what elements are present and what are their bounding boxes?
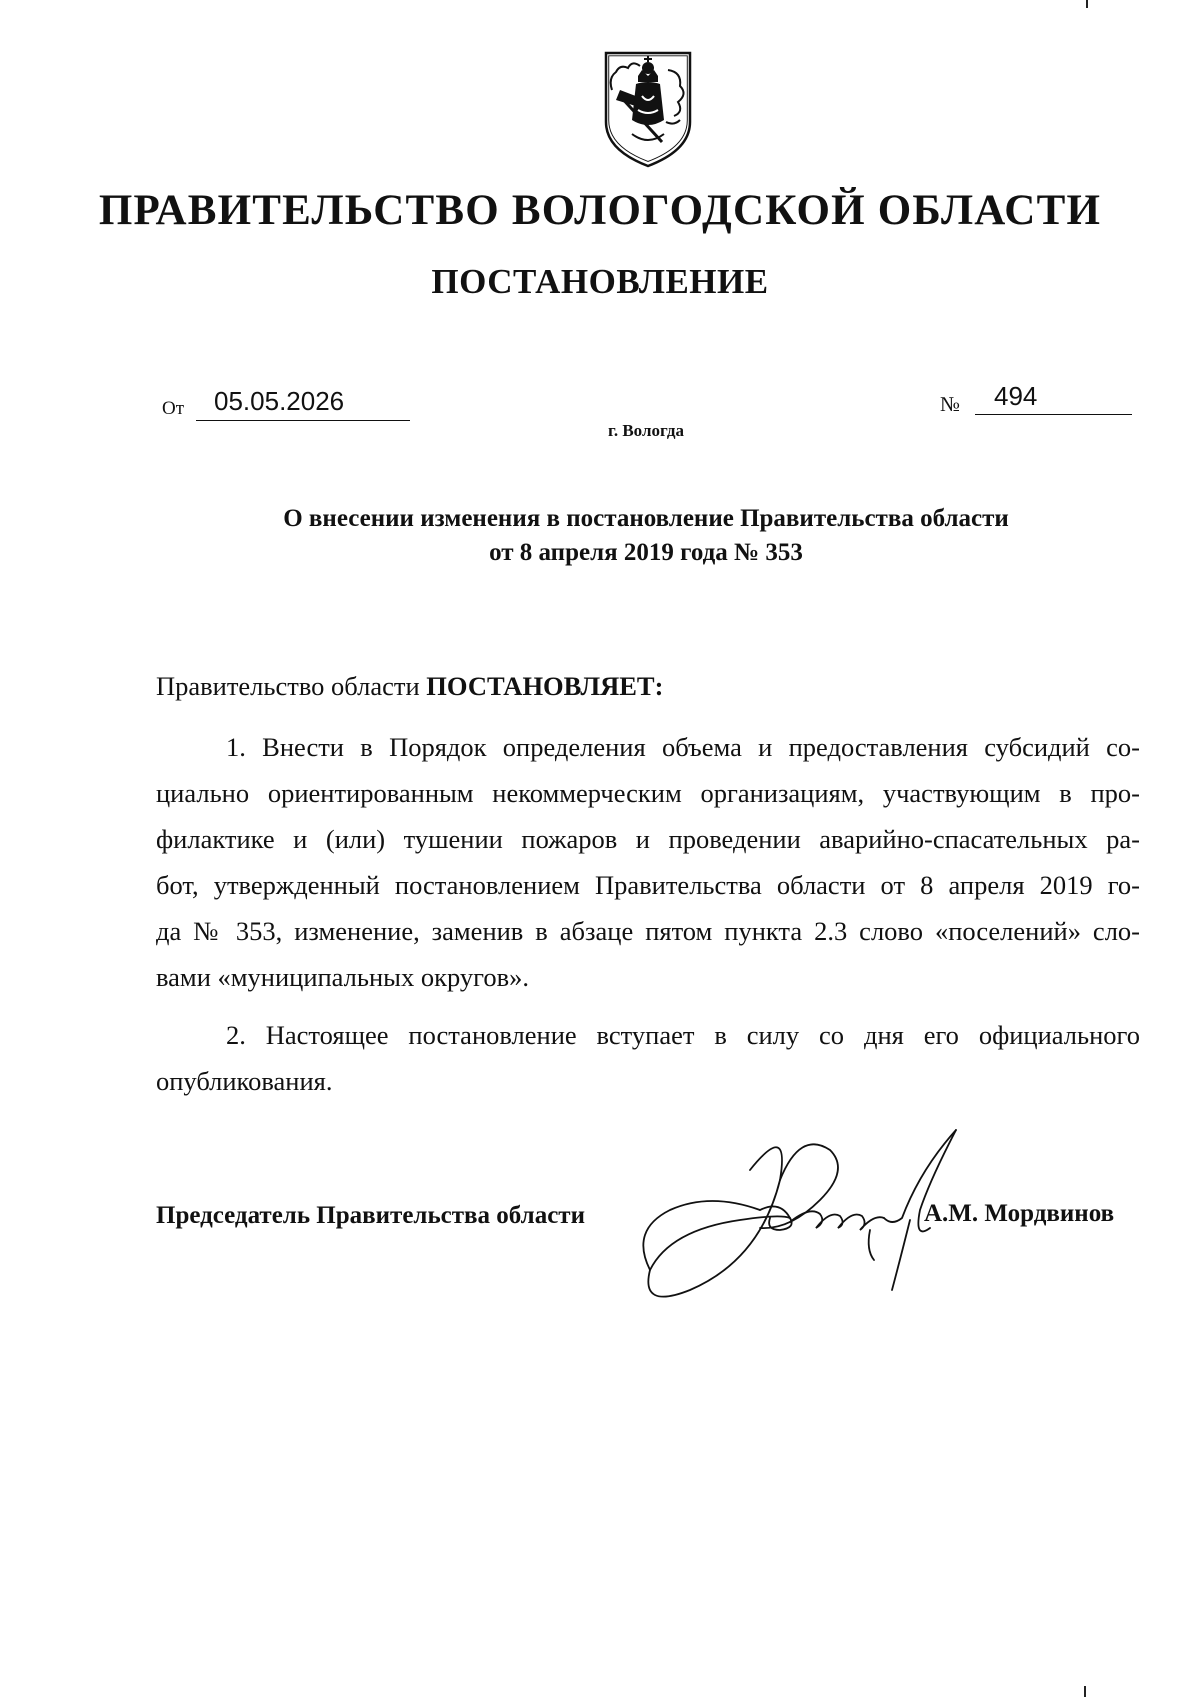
vologda-coat-of-arms-icon xyxy=(602,50,694,168)
paragraph-line: да № 353, изменение, заменив в абзаце пятом пункта 2.3 слово «поселений» сло- xyxy=(156,916,1140,946)
document-date: 05.05.2026 xyxy=(214,386,345,416)
date-prefix: От xyxy=(162,398,185,419)
paragraph-1 xyxy=(156,724,1140,1000)
document-subject xyxy=(150,502,1142,570)
paragraph-line: бот, утвержденный постановлением Правительства области от 8 апреля 2019 го- xyxy=(156,870,1140,900)
number-prefix: № xyxy=(940,392,961,416)
scan-artifact xyxy=(1084,1686,1086,1697)
signer-name: А.М. Мордвинов xyxy=(924,1200,1115,1227)
signer-position: Председатель Правительства области xyxy=(156,1202,585,1229)
preamble-decree-word: ПОСТАНОВЛЯЕТ: xyxy=(426,671,664,701)
document-place: г. Вологда xyxy=(608,421,684,440)
paragraph-line: филактике и (или) тушении пожаров и проведении аварийно-спасательных ра- xyxy=(156,824,1140,854)
number-underline xyxy=(975,414,1132,415)
subject-line: О внесении изменения в постановление Правительства области xyxy=(283,505,1009,532)
subject-line: от 8 апреля 2019 года № 353 xyxy=(489,539,803,566)
scan-artifact xyxy=(1086,0,1088,8)
paragraph-2 xyxy=(156,1012,1140,1104)
document-number: 494 xyxy=(994,381,1038,411)
paragraph-line: опубликования. xyxy=(156,1066,333,1096)
document-type: ПОСТАНОВЛЕНИЕ xyxy=(431,262,769,301)
paragraph-line: 2. Настоящее постановление вступает в силу со дня его официального xyxy=(226,1020,1140,1050)
paragraph-line: циально ориентированным некоммерческим организациям, участвующим в про- xyxy=(156,778,1140,808)
paragraph-line: 1. Внести в Порядок определения объема и предоставления субсидий со- xyxy=(226,732,1140,762)
organization-title: ПРАВИТЕЛЬСТВО ВОЛОГОДСКОЙ ОБЛАСТИ xyxy=(98,187,1102,234)
preamble-text: Правительство области xyxy=(156,671,427,701)
paragraph-line: вами «муниципальных округов». xyxy=(156,962,529,992)
preamble xyxy=(156,663,1140,709)
